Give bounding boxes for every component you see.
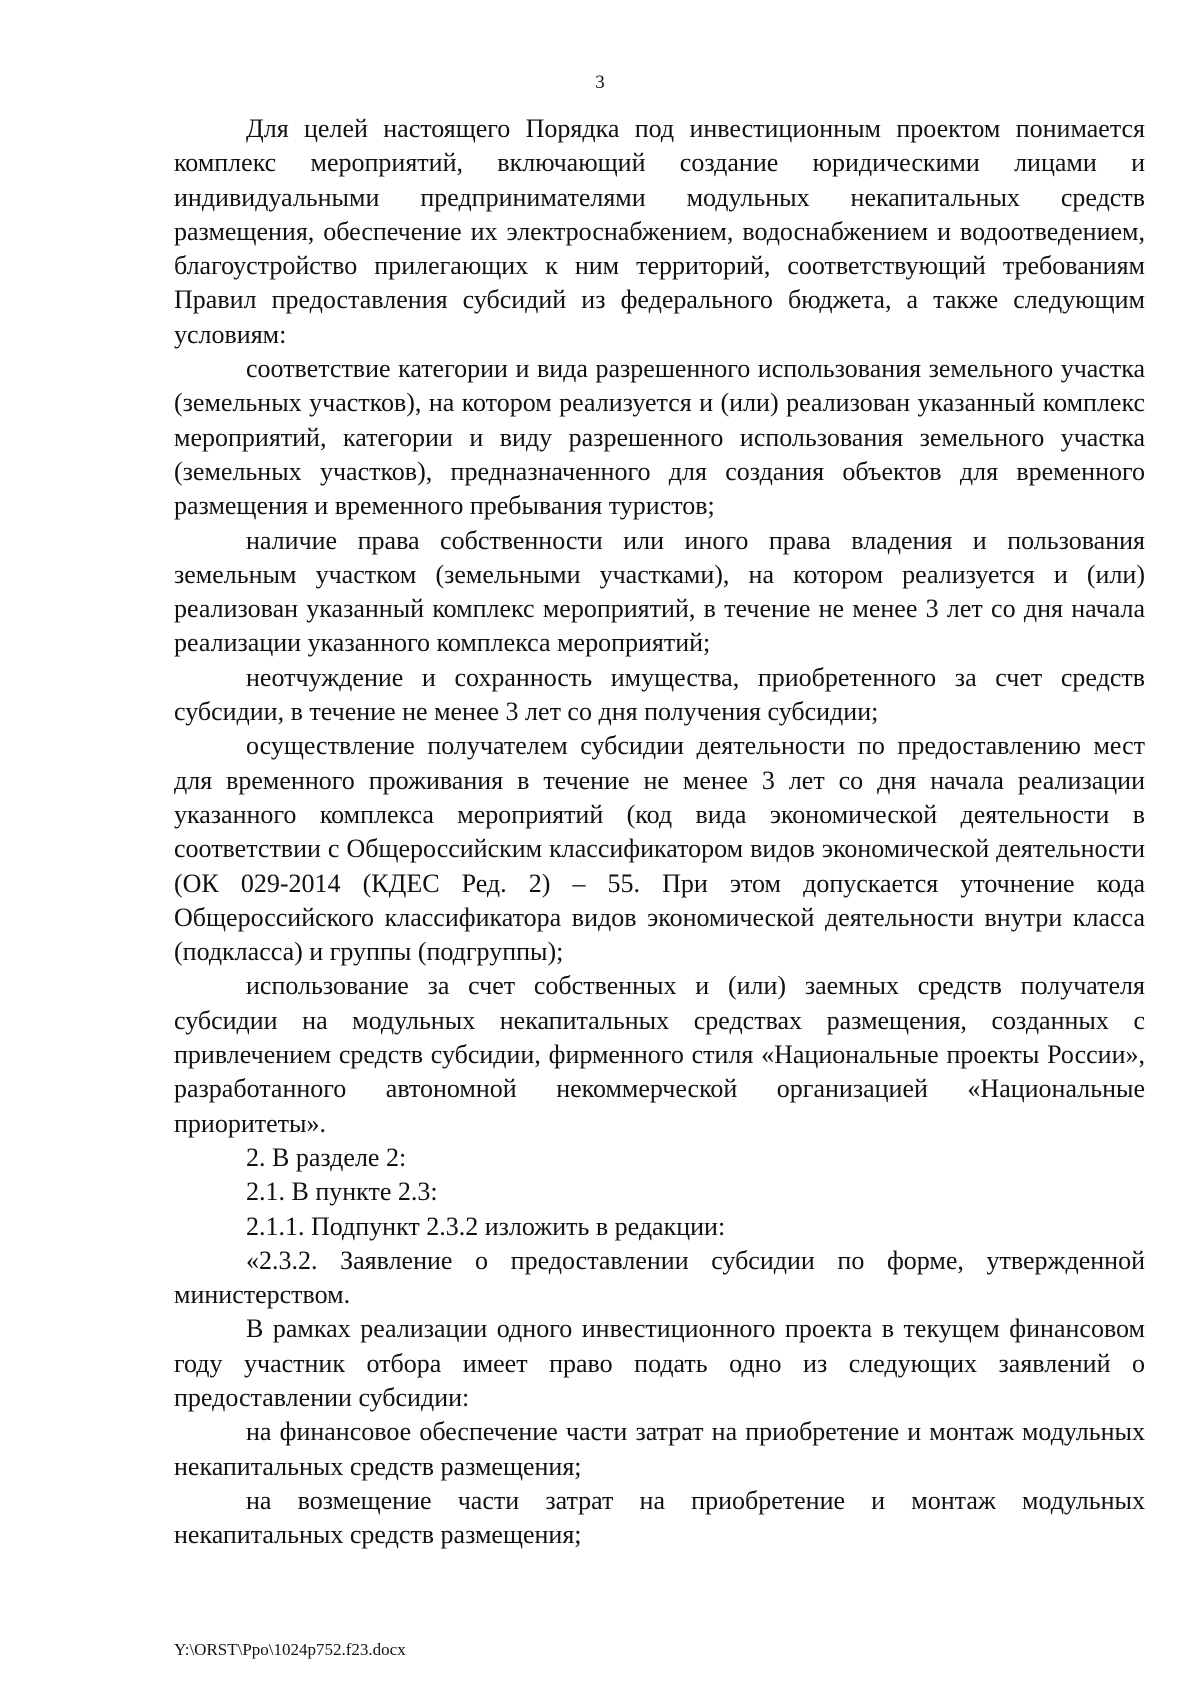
paragraph-investment-project-definition: Для целей настоящего Порядка под инвестиционным проектом понимается комплекс мероприятий, включающий создание юридическими лицами и индивидуальными предпринимателями модульных некапитальных средств размещения, обеспечение их электроснабжением, водоснабжением и водоотведением, благоустройство прилегающих к ним территорий, соответствующий требованиям Правил предоставления субсидий из федерального бюджета, а также следующим условиям:: [174, 114, 1145, 349]
paragraph-application-rule: В рамках реализации одного инвестиционного проекта в текущем финансовом году участник отбора имеет право подать одно из следующих заявлений о предоставлении субсидии:: [174, 1314, 1145, 1412]
paragraph-accommodation-activity-condition: осуществление получателем субсидии деятельности по предоставлению мест для временного проживания в течение не менее 3 лет со дня начала реализации указанного комплекса мероприятий (код вида экономической деятельности в соответствии с Общероссийским классификатором видов экономической деятельности (ОК 029-2014 (КДЕС Ред. 2) – 55. При этом допускается уточнение кода Общероссийского классификатора видов экономической деятельности внутри класса (подкласса) и группы (подгруппы);: [174, 731, 1145, 967]
paragraph-financing-option: на финансовое обеспечение части затрат на приобретение и монтаж модульных некапитальных средств размещения;: [174, 1417, 1145, 1481]
paragraph-property-retention-condition: неотчуждение и сохранность имущества, приобретенного за счет средств субсидии, в течение не менее 3 лет со дня получения субсидии;: [174, 662, 1145, 727]
paragraph-land-use-condition: соответствие категории и вида разрешенного использования земельного участка (земельных участков), на котором реализуется и (или) реализован указанный комплекс мероприятий, категории и виду разрешенного использования земельного участка (земельных участков), предназначенного для создания объектов для временного размещения и временного пребывания туристов;: [174, 354, 1145, 521]
paragraph-clause-2-1: 2.1. В пункте 2.3:: [246, 1177, 438, 1207]
document-body: [174, 112, 1145, 1552]
paragraph-brand-style-condition: использование за счет собственных и (или) заемных средств получателя субсидии на модульных некапитальных средствах размещения, созданных с привлечением средств субсидии, фирменного стиля «Национальные проекты России», разработанного автономной некоммерческой организацией «Национальные приоритеты».: [174, 971, 1145, 1138]
page-number: 3: [595, 72, 605, 93]
paragraph-reimbursement-option: на возмещение части затрат на приобретение и монтаж модульных некапитальных средств размещения;: [174, 1485, 1145, 1550]
footer-file-path: Y:\ORST\Ppo\1024p752.f23.docx: [174, 1640, 406, 1659]
paragraph-ownership-condition: наличие права собственности или иного права владения и пользования земельным участком (земельными участками), на котором реализуется и (или) реализован указанный комплекс мероприятий, в течение не менее 3 лет со дня начала реализации указанного комплекса мероприятий;: [174, 525, 1145, 658]
paragraph-clause-2-1-1: 2.1.1. Подпункт 2.3.2 изложить в редакции:: [246, 1211, 726, 1241]
paragraph-clause-2-3-2: «2.3.2. Заявление о предоставлении субсидии по форме, утвержденной министерством.: [174, 1245, 1145, 1310]
paragraph-section-2: 2. В разделе 2:: [246, 1142, 407, 1172]
